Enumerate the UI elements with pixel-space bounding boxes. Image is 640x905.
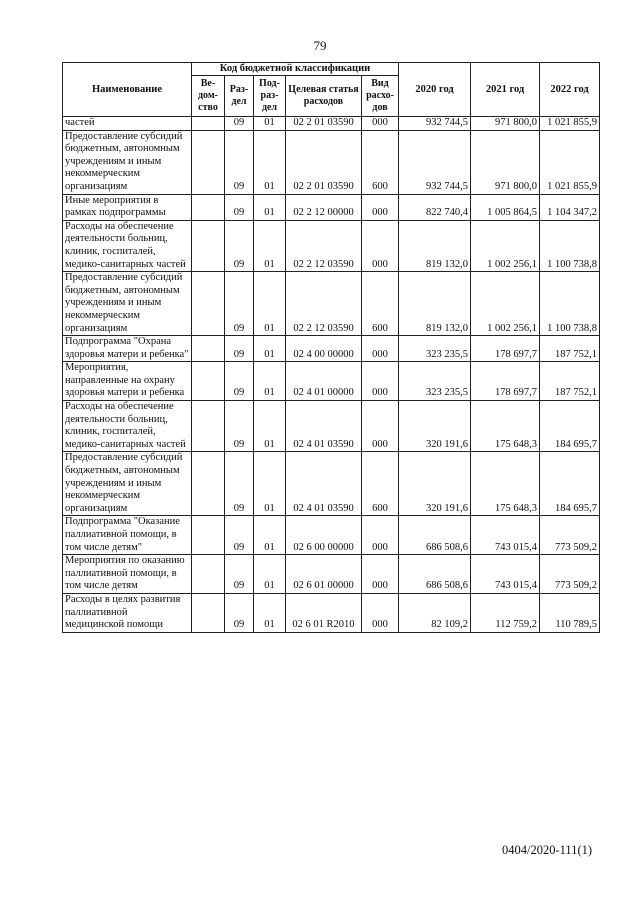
row-2022-cell: 1 104 347,2 xyxy=(540,194,600,220)
row-podrazdel-cell: 01 xyxy=(254,220,286,271)
row-podrazdel-cell: 01 xyxy=(254,452,286,516)
row-2022-cell: 187 752,1 xyxy=(540,336,600,362)
row-vedomstvo-cell xyxy=(192,272,225,336)
row-razdel-cell: 09 xyxy=(225,272,254,336)
row-celevaya-cell: 02 2 01 03590 xyxy=(286,130,362,194)
row-razdel-cell: 09 xyxy=(225,194,254,220)
row-name-cell: Расходы на обеспечение деятельности больниц, клиник, госпиталей, медико-санитарных частей xyxy=(63,401,192,452)
table-body xyxy=(63,117,600,633)
row-celevaya-cell: 02 6 00 00000 xyxy=(286,516,362,555)
row-2021-cell: 178 697,7 xyxy=(471,336,540,362)
row-2021-cell: 743 015,4 xyxy=(471,555,540,594)
row-name-cell: Мероприятия, направленные на охрану здоровья матери и ребенка xyxy=(63,362,192,401)
table-row xyxy=(63,130,600,194)
row-name-cell: Подпрограмма "Охрана здоровья матери и ребенка" xyxy=(63,336,192,362)
row-2021-cell: 1 002 256,1 xyxy=(471,272,540,336)
row-2020-cell: 932 744,5 xyxy=(399,130,471,194)
row-vid-cell: 600 xyxy=(362,130,399,194)
row-podrazdel-cell: 01 xyxy=(254,194,286,220)
row-celevaya-cell: 02 4 01 03590 xyxy=(286,401,362,452)
row-celevaya-cell: 02 6 01 00000 xyxy=(286,555,362,594)
table-row xyxy=(63,362,600,401)
row-name-cell: Расходы на обеспечение деятельности больниц, клиник, госпиталей, медико-санитарных частей xyxy=(63,220,192,271)
header-vedomstvo: Ве-дом-ство xyxy=(192,76,225,117)
row-vid-cell: 600 xyxy=(362,452,399,516)
row-vid-cell: 000 xyxy=(362,401,399,452)
table-row xyxy=(63,220,600,271)
row-vid-cell: 600 xyxy=(362,272,399,336)
row-razdel-cell: 09 xyxy=(225,336,254,362)
header-name: Наименование xyxy=(63,63,192,117)
row-podrazdel-cell: 01 xyxy=(254,272,286,336)
row-razdel-cell: 09 xyxy=(225,401,254,452)
row-2021-cell: 743 015,4 xyxy=(471,516,540,555)
row-podrazdel-cell: 01 xyxy=(254,336,286,362)
row-2021-cell: 175 648,3 xyxy=(471,401,540,452)
row-razdel-cell: 09 xyxy=(225,555,254,594)
row-2022-cell: 773 509,2 xyxy=(540,555,600,594)
row-2021-cell: 1 005 864,5 xyxy=(471,194,540,220)
header-vid-raskhodov: Вид расхо-дов xyxy=(362,76,399,117)
row-2022-cell: 1 100 738,8 xyxy=(540,272,600,336)
row-2020-cell: 819 132,0 xyxy=(399,220,471,271)
row-podrazdel-cell: 01 xyxy=(254,593,286,632)
row-2020-cell: 686 508,6 xyxy=(399,516,471,555)
row-2021-cell: 178 697,7 xyxy=(471,362,540,401)
table-row xyxy=(63,452,600,516)
row-vid-cell: 000 xyxy=(362,516,399,555)
row-name-cell: Подпрограмма "Оказание паллиативной помощи, в том числе детям" xyxy=(63,516,192,555)
row-razdel-cell: 09 xyxy=(225,130,254,194)
header-year-2020: 2020 год xyxy=(399,63,471,117)
row-podrazdel-cell: 01 xyxy=(254,117,286,131)
row-vedomstvo-cell xyxy=(192,593,225,632)
row-2020-cell: 686 508,6 xyxy=(399,555,471,594)
row-2020-cell: 822 740,4 xyxy=(399,194,471,220)
row-2020-cell: 323 235,5 xyxy=(399,362,471,401)
row-2021-cell: 1 002 256,1 xyxy=(471,220,540,271)
row-2022-cell: 184 695,7 xyxy=(540,452,600,516)
row-vid-cell: 000 xyxy=(362,593,399,632)
row-name-cell: Предоставление субсидий бюджетным, автономным учреждениям и иным некоммерческим организациям xyxy=(63,130,192,194)
header-podrazdel: Под-раз-дел xyxy=(254,76,286,117)
row-2020-cell: 932 744,5 xyxy=(399,117,471,131)
header-year-2022: 2022 год xyxy=(540,63,600,117)
row-celevaya-cell: 02 4 01 00000 xyxy=(286,362,362,401)
row-vid-cell: 000 xyxy=(362,336,399,362)
table-row xyxy=(63,555,600,594)
row-name-cell: Иные мероприятия в рамках подпрограммы xyxy=(63,194,192,220)
row-podrazdel-cell: 01 xyxy=(254,516,286,555)
row-2022-cell: 1 021 855,9 xyxy=(540,130,600,194)
row-vid-cell: 000 xyxy=(362,194,399,220)
row-celevaya-cell: 02 2 12 03590 xyxy=(286,272,362,336)
row-podrazdel-cell: 01 xyxy=(254,555,286,594)
row-podrazdel-cell: 01 xyxy=(254,401,286,452)
row-razdel-cell: 09 xyxy=(225,362,254,401)
row-2020-cell: 320 191,6 xyxy=(399,401,471,452)
row-vedomstvo-cell xyxy=(192,362,225,401)
page-number: 79 xyxy=(313,38,327,53)
row-2022-cell: 1 100 738,8 xyxy=(540,220,600,271)
table-row xyxy=(63,593,600,632)
budget-table xyxy=(62,62,600,633)
row-razdel-cell: 09 xyxy=(225,117,254,131)
row-celevaya-cell: 02 2 01 03590 xyxy=(286,117,362,131)
row-vedomstvo-cell xyxy=(192,516,225,555)
row-2020-cell: 82 109,2 xyxy=(399,593,471,632)
row-vedomstvo-cell xyxy=(192,452,225,516)
row-vedomstvo-cell xyxy=(192,194,225,220)
row-name-cell: Расходы в целях развития паллиативной медицинской помощи xyxy=(63,593,192,632)
row-podrazdel-cell: 01 xyxy=(254,362,286,401)
table-row xyxy=(63,194,600,220)
row-vedomstvo-cell xyxy=(192,130,225,194)
row-2021-cell: 175 648,3 xyxy=(471,452,540,516)
row-2021-cell: 971 800,0 xyxy=(471,117,540,131)
row-celevaya-cell: 02 2 12 00000 xyxy=(286,194,362,220)
header-year-2021: 2021 год xyxy=(471,63,540,117)
row-name-cell: частей xyxy=(63,117,192,131)
row-name-cell: Предоставление субсидий бюджетным, автономным учреждениям и иным некоммерческим организациям xyxy=(63,272,192,336)
row-celevaya-cell: 02 2 12 03590 xyxy=(286,220,362,271)
header-razdel: Раз-дел xyxy=(225,76,254,117)
row-celevaya-cell: 02 4 00 00000 xyxy=(286,336,362,362)
row-2022-cell: 184 695,7 xyxy=(540,401,600,452)
row-celevaya-cell: 02 6 01 R2010 xyxy=(286,593,362,632)
row-razdel-cell: 09 xyxy=(225,516,254,555)
row-2022-cell: 110 789,5 xyxy=(540,593,600,632)
row-name-cell: Предоставление субсидий бюджетным, автономным учреждениям и иным некоммерческим организациям xyxy=(63,452,192,516)
row-vedomstvo-cell xyxy=(192,555,225,594)
row-2022-cell: 1 021 855,9 xyxy=(540,117,600,131)
row-razdel-cell: 09 xyxy=(225,593,254,632)
row-2022-cell: 773 509,2 xyxy=(540,516,600,555)
row-2020-cell: 320 191,6 xyxy=(399,452,471,516)
row-2020-cell: 819 132,0 xyxy=(399,272,471,336)
header-classification-group: Код бюджетной классификации xyxy=(192,63,399,76)
header-celevaya-statya: Целевая статья расходов xyxy=(286,76,362,117)
row-vid-cell: 000 xyxy=(362,555,399,594)
row-vid-cell: 000 xyxy=(362,117,399,131)
row-vid-cell: 000 xyxy=(362,362,399,401)
row-vedomstvo-cell xyxy=(192,117,225,131)
row-2021-cell: 971 800,0 xyxy=(471,130,540,194)
row-vid-cell: 000 xyxy=(362,220,399,271)
row-vedomstvo-cell xyxy=(192,336,225,362)
table-row xyxy=(63,117,600,131)
table-row xyxy=(63,516,600,555)
row-vedomstvo-cell xyxy=(192,220,225,271)
row-vedomstvo-cell xyxy=(192,401,225,452)
row-razdel-cell: 09 xyxy=(225,220,254,271)
row-podrazdel-cell: 01 xyxy=(254,130,286,194)
table-row xyxy=(63,272,600,336)
table-row xyxy=(63,401,600,452)
row-name-cell: Мероприятия по оказанию паллиативной помощи, в том числе детям xyxy=(63,555,192,594)
row-celevaya-cell: 02 4 01 03590 xyxy=(286,452,362,516)
row-2020-cell: 323 235,5 xyxy=(399,336,471,362)
row-2022-cell: 187 752,1 xyxy=(540,362,600,401)
table-row xyxy=(63,336,600,362)
row-razdel-cell: 09 xyxy=(225,452,254,516)
row-2021-cell: 112 759,2 xyxy=(471,593,540,632)
document-code: 0404/2020-111(1) xyxy=(502,843,593,857)
